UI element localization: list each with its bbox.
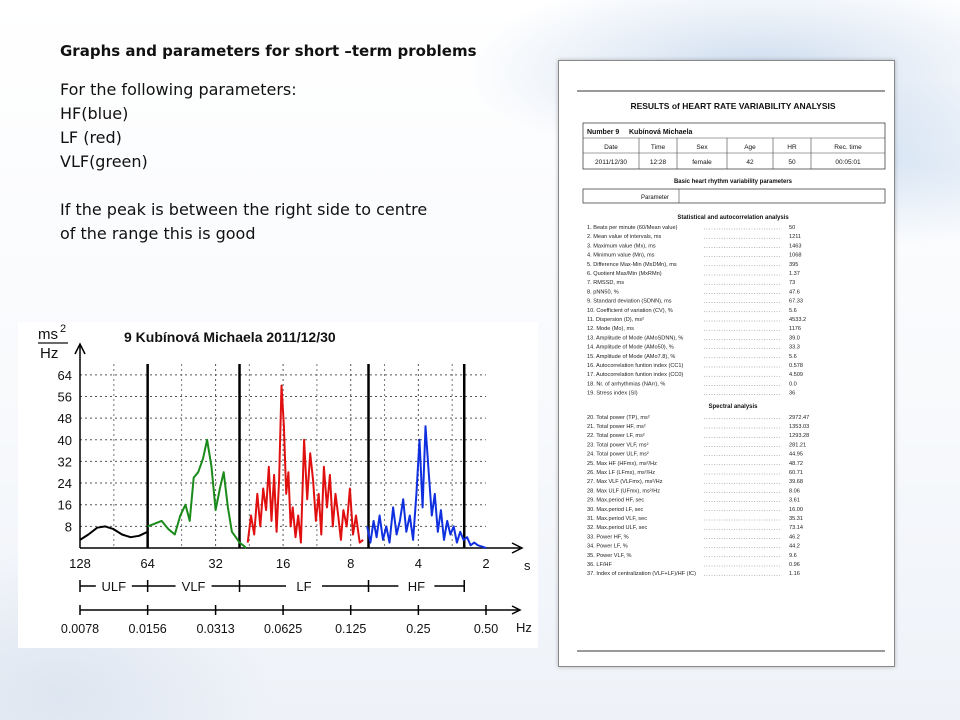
y-axis-unit-denominator: Hz [40,345,59,362]
param-label: 1. Beats per minute (60/Mean value) [587,225,678,231]
param-label: 8. pNN50, % [587,289,619,296]
param-value: 4.509 [789,372,803,379]
param-label: 13. Amplitude of Mode (AMoSDNN), % [587,335,684,342]
period-unit-label: s [524,558,531,573]
y-tick-label: 16 [57,497,72,513]
period-tick-label: 64 [140,556,155,571]
param-value: 60.71 [789,470,803,476]
param-value: 35.31 [789,516,803,522]
param-value: 39.68 [789,479,803,486]
freq-tick-label: 0.50 [473,622,499,636]
period-tick-label: 8 [347,556,355,571]
freq-unit-label: Hz [516,620,532,635]
spectrum-chart [18,322,538,648]
param-value: 1068 [789,252,802,259]
param-value: 2972.47 [789,414,810,421]
param-value: 0.578 [789,363,803,369]
param-label: 10. Coefficient of variation (CV), % [587,307,673,314]
param-value: 36 [789,390,796,397]
y-tick-label: 32 [57,454,72,470]
info-header: Date [604,144,618,151]
param-value: 5.6 [789,307,797,314]
param-label: 34. Power LF, % [587,543,628,550]
info-header: Sex [696,144,708,151]
param-value: 5.6 [789,353,797,360]
intro-text [60,42,500,246]
param-label: 19. Stress index (SI) [587,390,638,397]
intro-line-lf: LF (red) [60,128,122,147]
param-label: 22. Total power LF, ms² [587,433,645,440]
y-tick-label: 24 [57,476,72,492]
param-label: 14. Amplitude of Mode (AMo50), % [587,344,674,351]
param-label: 5. Difference Max-Min (MxDMn), ms [587,261,677,268]
hrv-report [559,61,894,666]
param-label: 6. Quotient Max/Min (MxRMn) [587,271,662,277]
info-value: 50 [788,159,796,166]
param-value: 1293.28 [789,433,810,440]
param-label: 11. Dispersion (D), ms² [587,317,645,323]
param-label: 17. Autocorrelation funtion index (CC0) [587,372,684,379]
param-value: 47.6 [789,289,800,296]
intro-line-hf: HF(blue) [60,104,129,123]
param-value: 395 [789,261,799,268]
spec-heading: Spectral analysis [708,403,758,410]
param-value: 73.14 [789,525,803,532]
report-title: RESULTS of HEART RATE VARIABILITY ANALYSIS [630,101,836,111]
y-tick-label: 56 [57,389,72,405]
period-tick-label: 32 [208,556,223,571]
y-axis-unit: ms [38,326,58,343]
param-value: 1.16 [789,571,800,578]
freq-tick-label: 0.0625 [263,622,303,636]
param-label: 26. Max LF (LFmx), ms²/Hz [587,470,656,476]
param-value: 33.3 [789,344,800,351]
param-label: 36. LF/HF [587,562,612,568]
param-label: 24. Total power ULF, ms² [587,451,649,458]
info-value: 00:05:01 [835,159,861,166]
info-header: HR [787,144,797,151]
param-label: 30. Max.period LF, sec [587,506,644,513]
param-value: 281.21 [789,442,807,449]
param-label: 33. Power HF, % [587,534,629,541]
y-tick-label: 8 [64,519,72,535]
parameter-box [583,189,885,203]
basic-heading: Basic heart rhythm variability parameters [673,179,793,185]
slide-heading: Graphs and parameters for short –term problems [60,42,477,60]
y-tick-label: 40 [57,432,72,448]
param-label: 9. Standard deviation (SDNN), ms [587,298,672,305]
info-header: Time [650,144,666,151]
patient-name: Kubínová Michaela [629,129,693,136]
param-value: 44.2 [789,543,800,550]
param-value: 44.95 [789,451,803,458]
param-value: 1353.03 [789,424,810,430]
band-label-ulf: ULF [101,579,127,594]
param-value: 4533.2 [789,317,807,323]
param-label: 12. Mode (Mo), ms [587,326,634,333]
info-value: 2011/12/30 [594,159,628,166]
y-tick-label: 64 [57,367,72,383]
param-label: 16. Autocorrelation funtion index (CC1) [587,363,684,369]
freq-tick-label: 0.0156 [128,622,167,636]
period-tick-label: 16 [275,556,291,571]
chart-title: 9 Kubínová Michaela 2011/12/30 [124,329,336,345]
param-value: 1211 [789,234,802,241]
param-label: 29. Max.period HF, sec [587,497,645,504]
period-tick-label: 128 [69,556,91,571]
note-line: of the range this is good [60,224,256,243]
stat-heading: Statistical and autocorrelation analysis [677,215,789,221]
freq-tick-label: 0.0313 [196,622,235,636]
parameter-label: Parameter [640,195,670,201]
y-axis-unit-exponent: 2 [60,323,67,335]
patient-number: Number 9 [587,129,620,136]
y-tick-label: 48 [57,411,72,427]
param-label: 2. Mean value of intervals, ms [587,234,662,241]
param-value: 0.0 [789,381,797,388]
hrv-report-sheet [558,60,895,667]
info-header: Rec. time [834,144,862,151]
param-value: 1.37 [789,271,800,277]
info-value: female [692,159,712,166]
param-value: 3.61 [789,497,800,504]
param-value: 16.00 [789,506,803,513]
freq-tick-label: 0.25 [406,622,431,636]
info-header: Age [744,144,756,151]
param-value: 0.96 [789,562,800,568]
param-value: 73 [789,280,796,287]
param-label: 7. RMSSD, ms [587,280,624,287]
band-label-vlf: VLF [181,579,206,594]
param-label: 35. Power VLF, % [587,552,632,559]
note-line: If the peak is between the right side to centre [60,200,428,219]
intro-line-vlf: VLF(green) [60,152,148,171]
param-label: 23. Total power VLF, ms² [587,442,649,449]
param-value: 50 [789,225,796,231]
spectrum-chart-panel [18,322,538,648]
period-tick-label: 4 [414,556,422,571]
band-label-hf: HF [407,579,426,594]
period-tick-label: 2 [482,556,490,571]
param-label: 32. Max.period ULF, sec [587,525,648,532]
param-value: 1176 [789,326,802,333]
freq-tick-label: 0.125 [335,622,367,636]
param-label: 20. Total power (TP), ms² [587,414,650,421]
param-label: 28. Max ULF (UFmx), ms²/Hz [587,488,661,495]
freq-tick-label: 0.0078 [60,622,100,636]
param-label: 4. Minimum value (Mn), ms [587,252,655,259]
param-value: 46.2 [789,534,800,541]
param-label: 31. Max.period VLF, sec [587,516,648,522]
param-label: 15. Amplitude of Mode (AMo7.8), % [587,353,676,360]
band-label-lf: LF [296,579,312,594]
info-value: 42 [746,159,754,166]
param-value: 1463 [789,243,802,250]
param-value: 48.72 [789,460,803,467]
param-label: 18. Nr. of arrhythmias (NArr), % [587,381,666,388]
intro-line: For the following parameters: [60,80,297,99]
param-value: 9.6 [789,552,797,559]
info-value: 12:28 [649,159,667,166]
param-label: 25. Max HF (HFmx), ms²/Hz [587,460,657,467]
param-label: 27. Max VLF (VLFmx), ms²/Hz [587,479,663,486]
param-value: 67.33 [789,298,803,305]
param-label: 3. Maximum value (Mx), ms [587,243,656,250]
param-label: 21. Total power HF, ms² [587,424,646,430]
param-value: 8.06 [789,488,800,495]
param-label: 37. Index of centralization (VLF+LF)/HF (IC) [587,571,696,578]
param-value: 39.0 [789,335,800,342]
